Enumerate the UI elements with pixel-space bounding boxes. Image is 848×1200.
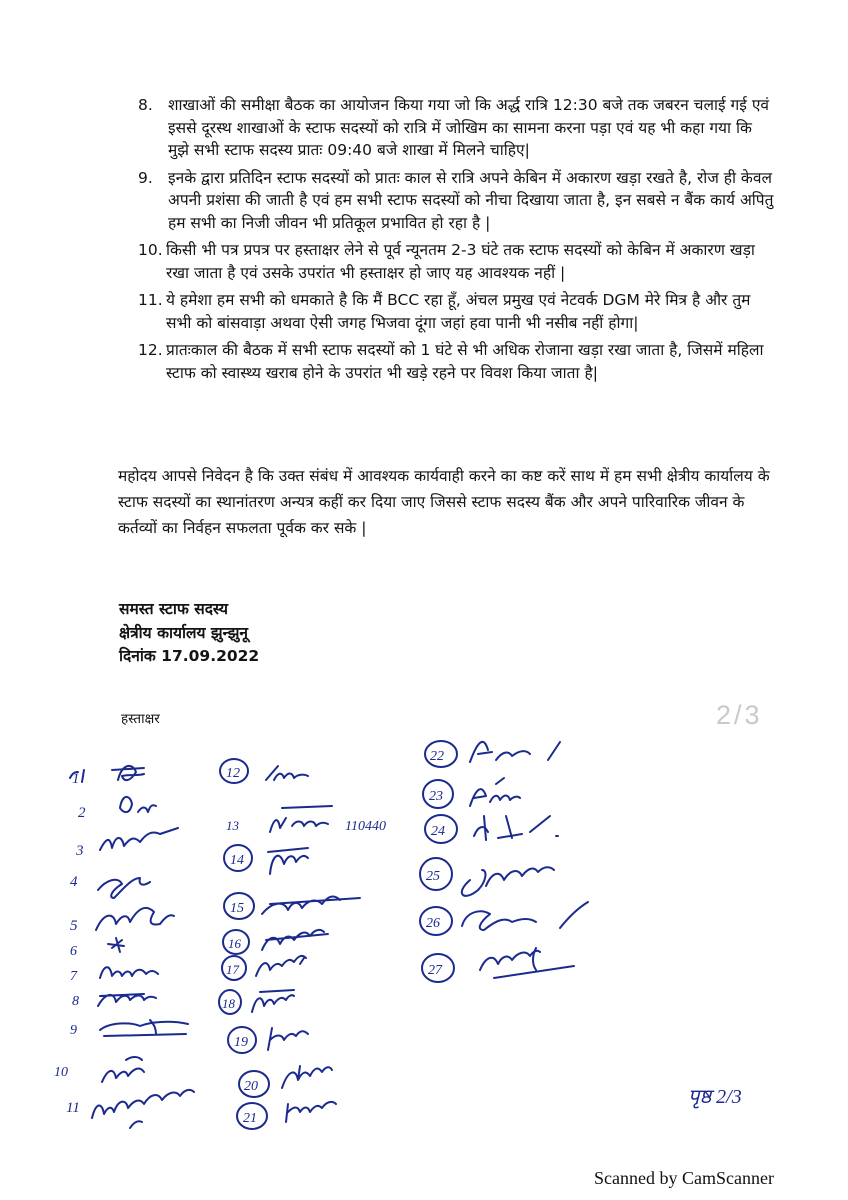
signature-number: 16: [228, 936, 241, 951]
signature-number: 7: [70, 969, 77, 984]
request-paragraph: महोदय आपसे निवेदन है कि उक्त संबंध में आवश्यक कार्यवाही करने का कष्ट करें साथ में हम सभी क्षेत्रीय कार्यालय के स्टाफ सदस्यों का स्थानांतरण अन्यत्र कहीं कर दिया जाए जिससे स्टाफ सदस्य बैंक और अपने पारिवारिक जीवन के कर्तव्यों का निर्वहन सफलता पूर्वक कर सके |: [118, 467, 770, 537]
signature-number: 19: [234, 1035, 248, 1050]
sender-line-office: क्षेत्रीय कार्यालय झुन्झुनू: [119, 623, 249, 642]
signature-11: [66, 1090, 194, 1128]
signature-number: 15: [230, 901, 244, 916]
signature-number: 5: [70, 918, 78, 934]
signature-number: 24: [431, 824, 445, 839]
signature-number: 6: [70, 944, 77, 959]
item-number: 9.: [138, 168, 153, 187]
signature-5: [70, 908, 174, 934]
signature-23: [423, 778, 520, 808]
signature-number: 1: [72, 771, 80, 787]
sender-line-date: दिनांक 17.09.2022: [119, 647, 260, 665]
signature-6: [70, 938, 124, 959]
signature-number: 10: [54, 1065, 68, 1080]
signature-number: 13: [226, 818, 239, 833]
signature-20: [239, 1066, 332, 1097]
item-text: शाखाओं की समीक्षा बैठक का आयोजन किया गया जो कि अर्द्ध रात्रि 12:30 बजे तक जबरन चलाई गई एवं इससे दूरस्थ शाखाओं के स्टाफ सदस्यों को रात्रि में जोखिम का सामना करना पड़ा एवं यह भी कहा गया कि मुझे सभी स्टाफ सदस्य प्रातः 09:40 बजे शाखा में मिलने चाहिए|: [168, 96, 770, 159]
signature-number: 20: [244, 1079, 258, 1094]
signature-number: 27: [428, 963, 442, 978]
signature-1: [70, 766, 144, 787]
signature-number: 3: [76, 843, 84, 859]
item-text: ये हमेशा हम सभी को धमकाते है कि मैं BCC रहा हूँ, अंचल प्रमुख एवं नेटवर्क DGM मेरे मित्र है और तुम सभी को बांसवाड़ा अथवा ऐसी जगह भिजवा दूंगा जहां हवा पानी भी नसीब नहीं होगा|: [166, 291, 751, 332]
signature-7: [70, 967, 158, 984]
signature-9: [70, 1020, 188, 1038]
item-number: 12.: [138, 341, 163, 359]
signature-number: 14: [230, 853, 244, 868]
signature-handwritten-number: 110440: [345, 819, 386, 834]
signature-number: 18: [222, 996, 235, 1011]
signature-19: [228, 1027, 308, 1053]
signature-4: [70, 874, 150, 898]
signature-number: 4: [70, 874, 78, 890]
signature-26: [420, 902, 588, 935]
signature-27: [422, 948, 574, 982]
signature-2: [78, 797, 156, 821]
item-number: 11.: [138, 291, 163, 309]
signature-number: 2: [78, 805, 86, 821]
signature-16: [223, 930, 328, 954]
signature-10: [54, 1057, 144, 1082]
signature-13: [226, 806, 386, 834]
item-number: 10.: [138, 241, 163, 259]
item-text: किसी भी पत्र प्रपत्र पर हस्ताक्षर लेने से पूर्व न्यूनतम 2-3 घंटे तक स्टाफ सदस्यों को केबिन में अकारण खड़ा रखा जाता है एवं उसके उपरांत भी हस्ताक्षर हो जाए यह आवश्यक नहीं |: [166, 241, 755, 282]
sender-line-staff: समस्त स्टाफ सदस्य: [119, 600, 228, 618]
signature-number: 26: [426, 916, 440, 931]
signature-number: 9: [70, 1023, 77, 1038]
signature-number: 25: [426, 869, 440, 884]
signatures-label: हस्ताक्षर: [121, 711, 160, 727]
signature-number: 12: [226, 766, 240, 781]
signature-number: 11: [66, 1100, 80, 1116]
signature-number: 23: [429, 789, 443, 804]
item-number: 8.: [138, 96, 153, 114]
signature-8: [72, 994, 156, 1009]
signature-number: 17: [226, 962, 239, 977]
signature-17: [222, 956, 306, 980]
handwritten-page-number: पृष्ठ 2/3: [688, 1086, 742, 1108]
scanner-footer: Scanned by CamScanner: [594, 1168, 774, 1188]
signature-number: 21: [243, 1111, 257, 1126]
signature-12: [220, 759, 308, 783]
signature-22: [425, 741, 560, 767]
signature-number: 22: [430, 749, 444, 764]
signature-15: [224, 893, 360, 919]
signature-14: [224, 845, 308, 874]
signature-21: [237, 1102, 336, 1129]
signature-24: [425, 815, 558, 843]
item-text: इनके द्वारा प्रतिदिन स्टाफ सदस्यों को प्रातः काल से रात्रि अपने केबिन में अकारण खड़ा रखते है, रोज ही केवल अपनी प्रशंसा की जाती है एवं हम सभी स्टाफ सदस्यों को नीचा दिखाया जाता है, इन सबसे न बैंक कार्य अपितु हम सभी का निजी जीवन भी प्रतिकूल प्रभावित हो रहा है |: [168, 168, 774, 232]
item-text: प्रातःकाल की बैठक में सभी स्टाफ सदस्यों को 1 घंटे से भी अधिक रोजाना खड़ा रखा जाता है, जिसमें महिला स्टाफ को स्वास्थ्य खराब होने के उपरांत भी खड़े रहने पर विवश किया जाता है|: [166, 341, 764, 382]
signature-25: [420, 858, 554, 896]
signature-3: [75, 828, 178, 859]
signature-number: 8: [72, 994, 79, 1009]
signature-18: [219, 990, 294, 1014]
page-mark: 2/3: [716, 700, 763, 730]
